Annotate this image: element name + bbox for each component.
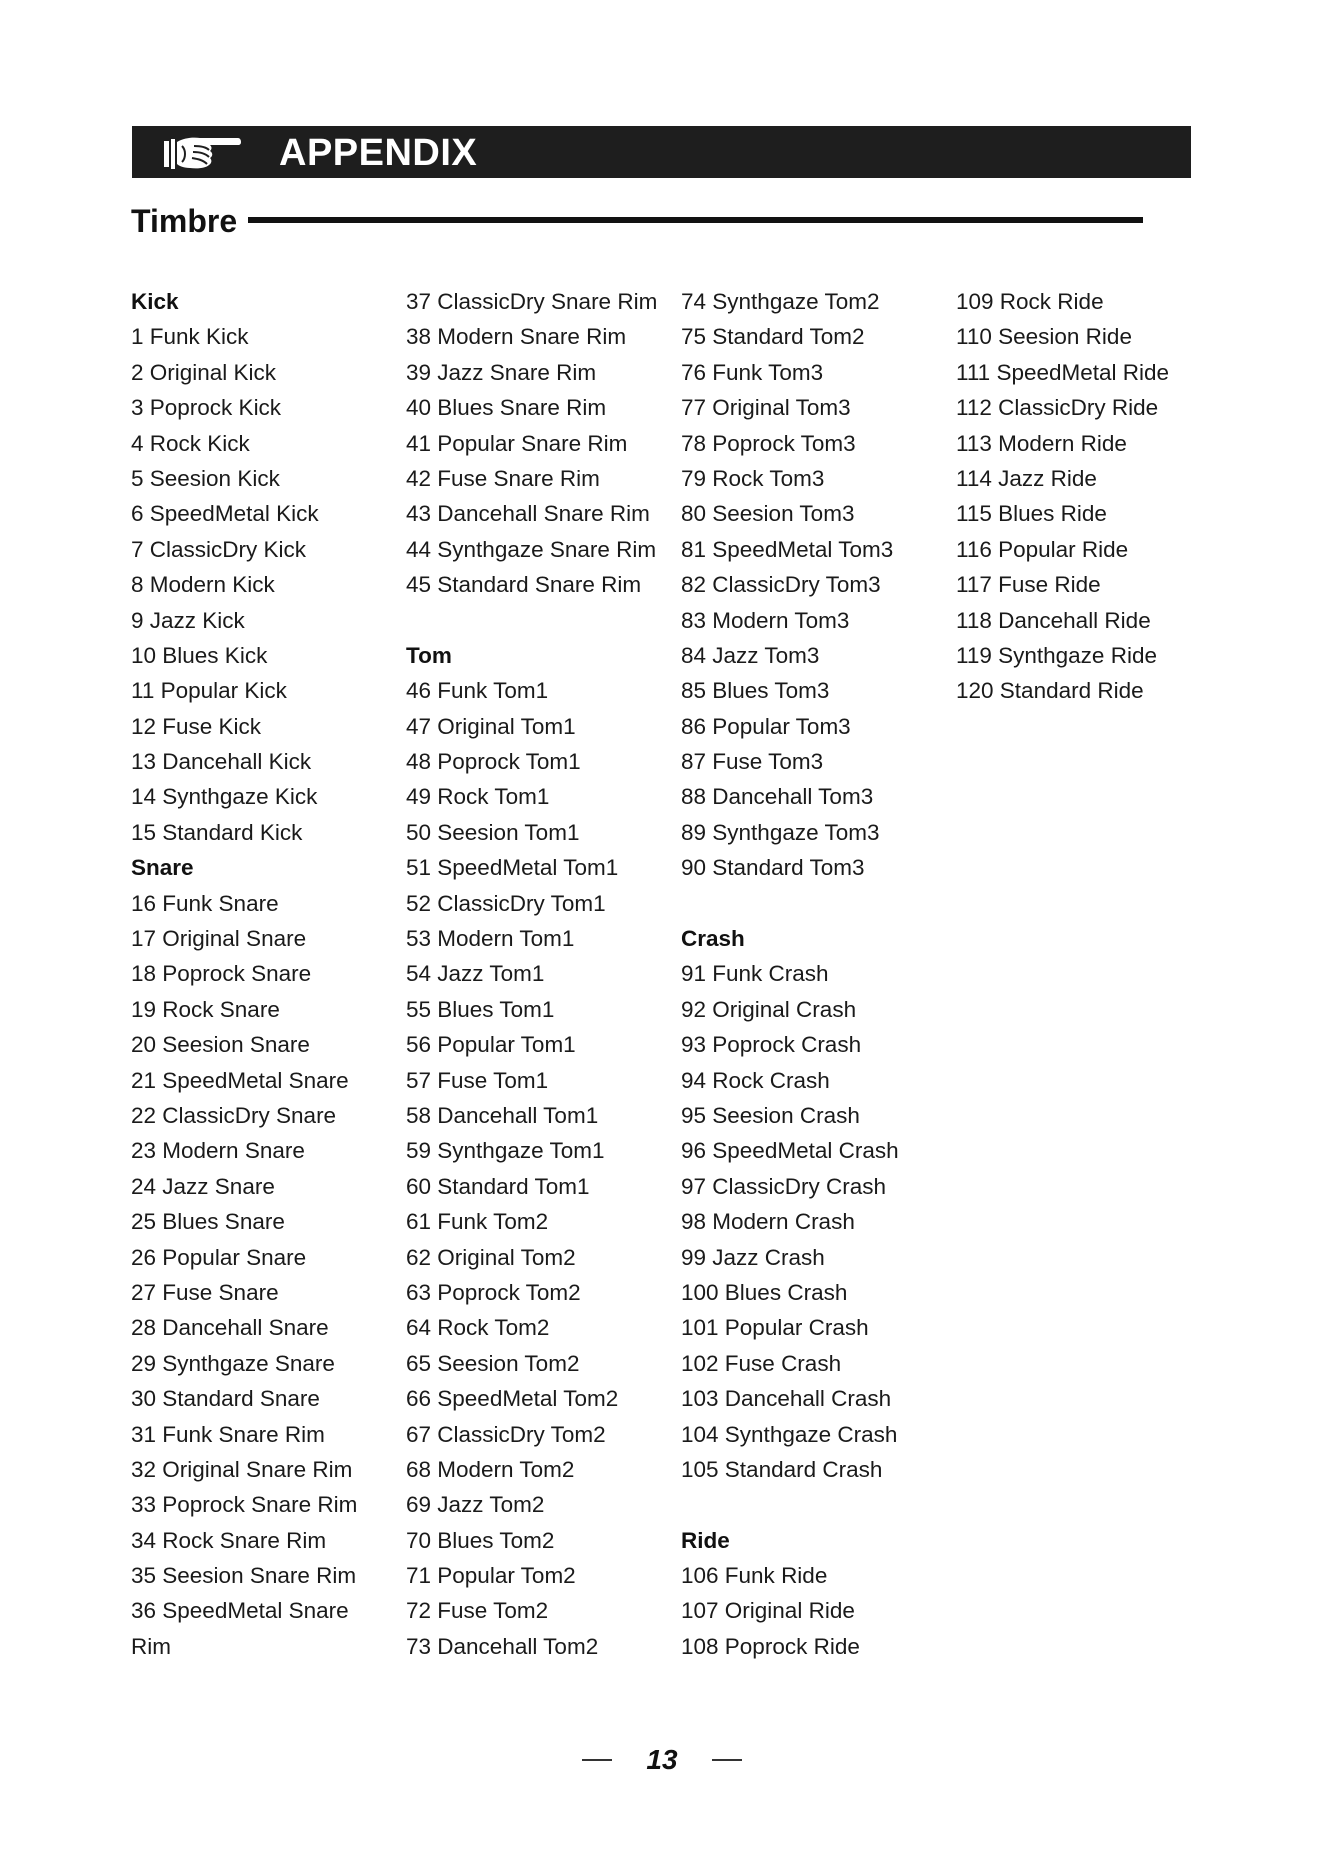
timbre-item: 98 Modern Crash [681,1209,855,1235]
timbre-item: 87 Fuse Tom3 [681,749,824,775]
timbre-item: 118 Dancehall Ride [956,607,1151,633]
timbre-item: 41 Popular Snare Rim [406,430,628,456]
timbre-item: 119 Synthgaze Ride [956,642,1157,668]
timbre-item: 74 Synthgaze Tom2 [681,289,880,314]
timbre-item: 116 Popular Ride [956,536,1129,562]
timbre-item: 81 SpeedMetal Tom3 [681,536,894,562]
timbre-item: 55 Blues Tom1 [406,996,555,1022]
timbre-item: 85 Blues Tom3 [681,678,830,704]
category-heading: Ride [681,1527,730,1553]
timbre-item: 22 ClassicDry Snare [131,1102,337,1128]
timbre-item: 91 Funk Crash [681,961,829,987]
timbre-item: 84 Jazz Tom3 [681,642,820,668]
timbre-item: 30 Standard Snare [131,1386,320,1412]
timbre-item: 101 Popular Crash [681,1315,869,1341]
timbre-item: 53 Modern Tom1 [406,926,575,952]
timbre-item: 100 Blues Crash [681,1279,848,1305]
timbre-item: 82 ClassicDry Tom3 [681,572,881,598]
timbre-item: 58 Dancehall Tom1 [406,1102,599,1128]
timbre-item: 105 Standard Crash [681,1456,883,1482]
timbre-item: 14 Synthgaze Kick [131,784,318,810]
timbre-item: 51 SpeedMetal Tom1 [406,855,619,881]
timbre-item: 54 Jazz Tom1 [406,961,545,987]
appendix-title: APPENDIX [279,132,478,174]
timbre-column-2 [406,284,676,1664]
timbre-item: 90 Standard Tom3 [681,855,865,881]
timbre-item: 111 SpeedMetal Ride [956,359,1170,385]
timbre-item: 25 Blues Snare [131,1209,285,1235]
timbre-item: 1 Funk Kick [131,324,249,350]
category-heading: Crash [681,926,745,952]
timbre-item: 49 Rock Tom1 [406,784,550,810]
timbre-item: 20 Seesion Snare [131,1032,310,1058]
timbre-item: 94 Rock Crash [681,1067,830,1093]
timbre-item: 43 Dancehall Snare Rim [406,501,650,527]
timbre-item: 117 Fuse Ride [956,572,1101,598]
timbre-item: 107 Original Ride [681,1598,855,1624]
timbre-item: 24 Jazz Snare [131,1173,275,1199]
timbre-item: 57 Fuse Tom1 [406,1067,549,1093]
timbre-item: 2 Original Kick [131,359,277,385]
timbre-item: 112 ClassicDry Ride [956,395,1159,421]
timbre-item: 77 Original Tom3 [681,395,851,421]
timbre-item: 65 Seesion Tom2 [406,1350,580,1376]
category-heading: Snare [131,855,194,881]
timbre-column-4 [956,284,1256,709]
timbre-column-3 [681,284,951,1664]
timbre-item: 104 Synthgaze Crash [681,1421,898,1447]
timbre-item: 9 Jazz Kick [131,607,245,633]
timbre-item: 3 Poprock Kick [131,395,282,421]
timbre-item: 38 Modern Snare Rim [406,324,627,350]
timbre-item: 18 Poprock Snare [131,961,312,987]
timbre-item: 73 Dancehall Tom2 [406,1633,599,1659]
timbre-item: 72 Fuse Tom2 [406,1598,549,1624]
timbre-item: 64 Rock Tom2 [406,1315,550,1341]
timbre-item: 16 Funk Snare [131,890,279,916]
timbre-item: 60 Standard Tom1 [406,1173,590,1199]
timbre-item: 40 Blues Snare Rim [406,395,607,421]
timbre-column-1 [131,284,401,1664]
timbre-item: 8 Modern Kick [131,572,275,598]
timbre-item: 70 Blues Tom2 [406,1527,555,1553]
timbre-item: 67 ClassicDry Tom2 [406,1421,606,1447]
timbre-item: 62 Original Tom2 [406,1244,576,1270]
timbre-item: 78 Poprock Tom3 [681,430,856,456]
timbre-item: 93 Poprock Crash [681,1032,862,1058]
timbre-item: 42 Fuse Snare Rim [406,465,600,491]
timbre-item: 95 Seesion Crash [681,1102,860,1128]
timbre-item: 34 Rock Snare Rim [131,1527,327,1553]
spacer [681,1487,951,1522]
appendix-header-bar [132,126,1191,178]
timbre-item: 17 Original Snare [131,926,307,952]
timbre-item: 11 Popular Kick [131,678,287,704]
timbre-item: 32 Original Snare Rim [131,1456,353,1482]
timbre-item: 63 Poprock Tom2 [406,1279,581,1305]
timbre-item: 109 Rock Ride [956,289,1104,314]
timbre-item: 27 Fuse Snare [131,1279,279,1305]
timbre-item: 69 Jazz Tom2 [406,1492,545,1518]
timbre-item: 86 Popular Tom3 [681,713,851,739]
timbre-item: Rim [131,1633,171,1659]
timbre-item: 19 Rock Snare [131,996,280,1022]
timbre-item: 5 Seesion Kick [131,465,280,491]
footer-dash-left [582,1759,612,1761]
timbre-item: 6 SpeedMetal Kick [131,501,319,527]
timbre-item: 37 ClassicDry Snare Rim [406,289,658,314]
timbre-item: 44 Synthgaze Snare Rim [406,536,657,562]
timbre-item: 35 Seesion Snare Rim [131,1563,357,1589]
timbre-item: 7 ClassicDry Kick [131,536,307,562]
timbre-item: 114 Jazz Ride [956,465,1097,491]
spacer [406,603,676,638]
timbre-item: 80 Seesion Tom3 [681,501,855,527]
page-footer [0,1740,1324,1780]
timbre-item: 110 Seesion Ride [956,324,1132,350]
timbre-item: 103 Dancehall Crash [681,1386,892,1412]
timbre-item: 21 SpeedMetal Snare [131,1067,349,1093]
timbre-item: 29 Synthgaze Snare [131,1350,335,1376]
footer-dash-right [712,1759,742,1761]
timbre-item: 66 SpeedMetal Tom2 [406,1386,619,1412]
timbre-item: 120 Standard Ride [956,678,1144,704]
timbre-item: 97 ClassicDry Crash [681,1173,887,1199]
category-heading: Kick [131,289,179,314]
timbre-item: 4 Rock Kick [131,430,250,456]
timbre-item: 48 Poprock Tom1 [406,749,581,775]
timbre-item: 31 Funk Snare Rim [131,1421,325,1447]
category-heading: Tom [406,642,452,668]
timbre-item: 10 Blues Kick [131,642,268,668]
timbre-item: 28 Dancehall Snare [131,1315,329,1341]
timbre-item: 59 Synthgaze Tom1 [406,1138,605,1164]
page-number: 13 [646,1744,678,1775]
section-rule [248,217,1143,223]
timbre-item: 36 SpeedMetal Snare [131,1598,349,1624]
timbre-item: 15 Standard Kick [131,819,303,845]
pointing-hand-icon [162,132,242,172]
timbre-item: 71 Popular Tom2 [406,1563,576,1589]
timbre-item: 102 Fuse Crash [681,1350,842,1376]
timbre-item: 47 Original Tom1 [406,713,576,739]
timbre-item: 96 SpeedMetal Crash [681,1138,899,1164]
timbre-item: 92 Original Crash [681,996,857,1022]
timbre-item: 13 Dancehall Kick [131,749,312,775]
timbre-item: 56 Popular Tom1 [406,1032,576,1058]
timbre-item: 88 Dancehall Tom3 [681,784,874,810]
timbre-item: 76 Funk Tom3 [681,359,824,385]
timbre-item: 83 Modern Tom3 [681,607,850,633]
timbre-item: 99 Jazz Crash [681,1244,825,1270]
timbre-item: 45 Standard Snare Rim [406,572,642,598]
timbre-item: 75 Standard Tom2 [681,324,865,350]
timbre-item: 39 Jazz Snare Rim [406,359,597,385]
timbre-item: 79 Rock Tom3 [681,465,825,491]
spacer [681,886,951,921]
section-title: Timbre [131,203,238,239]
timbre-item: 23 Modern Snare [131,1138,305,1164]
timbre-item: 12 Fuse Kick [131,713,262,739]
timbre-item: 52 ClassicDry Tom1 [406,890,606,916]
timbre-item: 115 Blues Ride [956,501,1107,527]
timbre-item: 46 Funk Tom1 [406,678,549,704]
timbre-item: 113 Modern Ride [956,430,1127,456]
timbre-item: 61 Funk Tom2 [406,1209,549,1235]
timbre-item: 68 Modern Tom2 [406,1456,575,1482]
timbre-item: 108 Poprock Ride [681,1633,860,1659]
timbre-item: 89 Synthgaze Tom3 [681,819,880,845]
timbre-item: 50 Seesion Tom1 [406,819,580,845]
timbre-item: 33 Poprock Snare Rim [131,1492,358,1518]
timbre-item: 26 Popular Snare [131,1244,307,1270]
timbre-item: 106 Funk Ride [681,1563,828,1589]
